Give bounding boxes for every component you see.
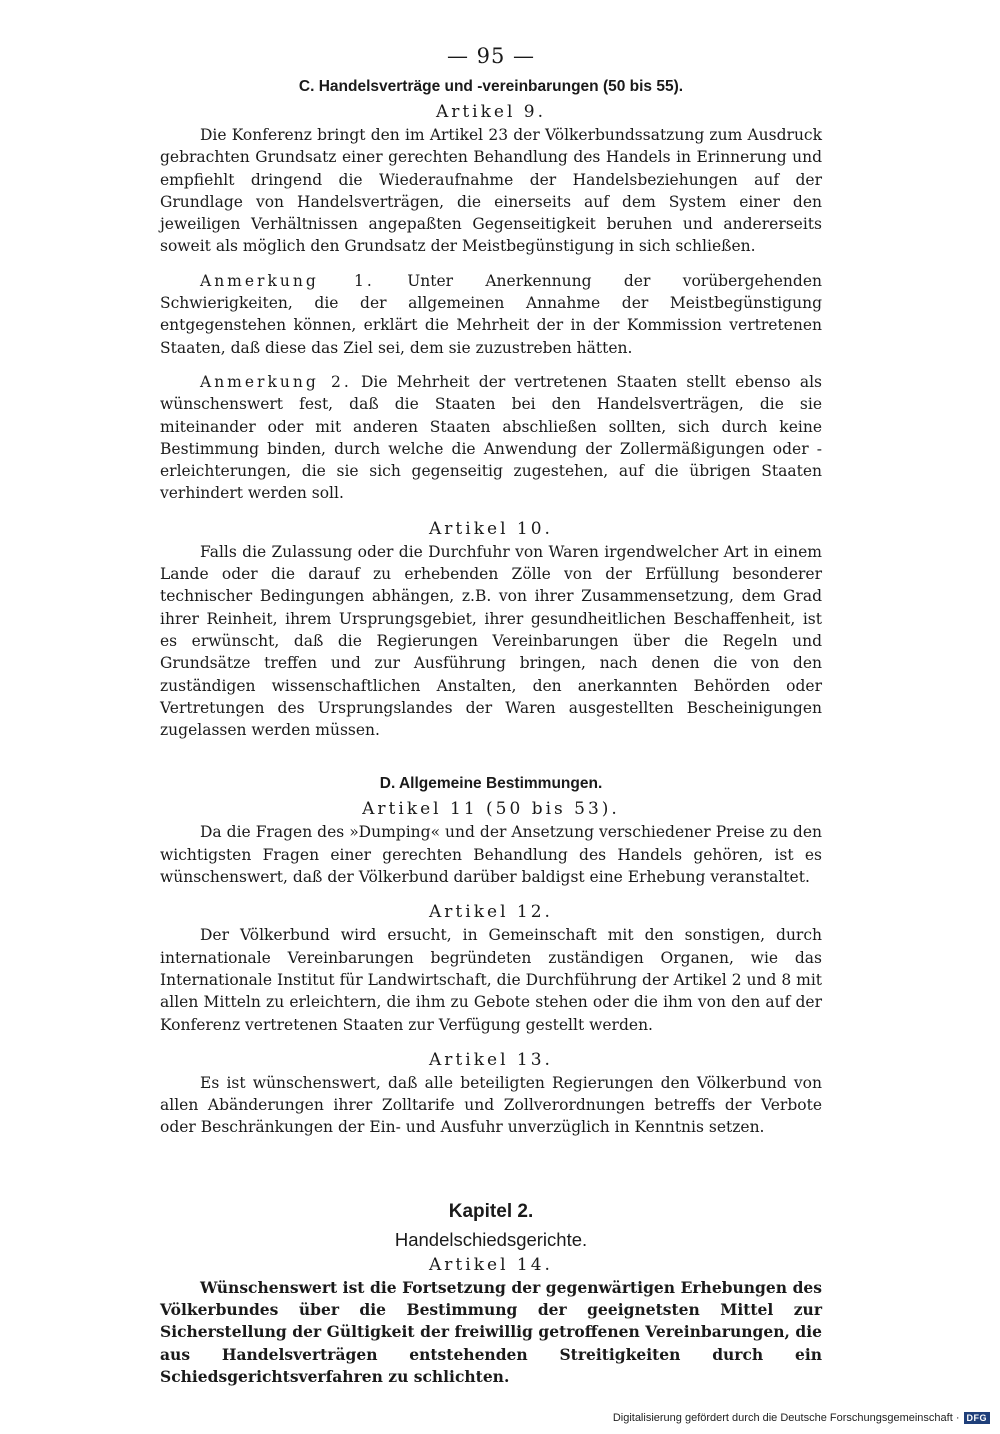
dfg-logo: DFG xyxy=(964,1412,991,1424)
article-9-title: Artikel 9. xyxy=(435,102,547,122)
article-9-note-1 xyxy=(160,270,822,359)
chapter-title: Kapitel 2. xyxy=(448,1200,534,1222)
note-1-text: Unter Anerkennung der vorübergehenden Schwierigkeiten, die der allgemeinen Annahme der Meistbegünstigung entgegenstehen können, erklärt die Mehrheit der in der Kommission vertretenen Staaten, daß diese das Ziel sei, dem sie zuzustreben hätten. xyxy=(160,271,822,357)
article-14-text: Wünschenswert ist die Fortsetzung der gegenwärtigen Erhebungen des Völkerbundes über die Bestimmung der geeignetsten Mittel zur Sicherstellung der Gültigkeit der freiwillig getroffenen Vereinbarungen, die aus Handelsverträgen entstehenden Streitigkeiten durch ein Schiedsgerichtsverfahren zu schlichten. xyxy=(160,1277,822,1386)
article-11-title: Artikel 11 (50 bis 53). xyxy=(362,799,620,820)
article-12-text: Der Völkerbund wird ersucht, in Gemeinschaft mit den sonstigen, durch internationale Vereinbarungen begründeten zuständigen Organen, wie das Internationale Institut für Landwirtschaft, die Durchführung der Artikel 2 und 8 mit allen Mitteln zu erleichtern, die ihm zu Gebote stehen oder die ihm von den auf der Konferenz vertretenen Staaten zur Verfügung gestellt werden. xyxy=(160,926,822,1034)
chapter-subtitle: Handelschiedsgerichte. xyxy=(394,1228,588,1250)
note-2-text: Die Mehrheit der vertretenen Staaten stellt ebenso als wünschenswert fest, daß die Staaten bei den Handelsverträgen, die sie miteinander oder mit anderen Staaten abschließen sollten, sich durch keine Bestimmung binden, durch welche die Anwendung der Zollermäßigungen oder -erleichterungen, die sie sich gegenseitig zugestehen, auf die übrigen Staaten verhindert werden soll. xyxy=(160,372,823,503)
section-c-heading: C. Handelsverträge und -vereinbarungen (50 bis 55). xyxy=(298,78,684,95)
document-page xyxy=(160,44,822,1388)
article-14-title: Artikel 14. xyxy=(429,1254,553,1275)
page-number: — 95 — xyxy=(446,44,536,68)
note-1-label: Anmerkung 1. xyxy=(200,271,375,290)
article-9-note-2 xyxy=(160,371,822,505)
digitization-footer xyxy=(613,1412,990,1424)
section-d-heading: D. Allgemeine Bestimmungen. xyxy=(379,775,603,793)
note-2-label: Anmerkung 2. xyxy=(200,372,352,391)
article-10-text: Falls die Zulassung oder die Durchfuhr von Waren irgendwelcher Art in einem Lande oder die darauf zu erhebenden Zölle von der Erfüllung besonderer technischer Bedingungen abhängen, z.B. von ihrer Zusammensetzung, dem Grad ihrer Reinheit, ihrem Ursprungsgebiet, ihrer gesundheitlichen Beschaffenheit, ist es erwünscht, daß die Regierungen Vereinbarungen über die Regeln und Grundsätze treffen und zur Ausführung bringen, nach denen die von den zuständigen wissenschaftlichen Anstalten, den anerkannten Behörden oder Vertretungen des Ursprungslandes der Waren ausgestellten Bescheinigungen zugelassen werden müssen. xyxy=(160,542,822,740)
article-13-text: Es ist wünschenswert, daß alle beteiligten Regierungen den Völkerbund von allen Abänderungen ihrer Zolltarife und Zollverordnungen betreffs der Verbote oder Beschränkungen der Ein- und Ausfuhr unverzüglich in Kenntnis setzen. xyxy=(160,1073,822,1137)
article-13-title: Artikel 13. xyxy=(429,1049,553,1070)
article-9-text: Die Konferenz bringt den im Artikel 23 der Völkerbundssatzung zum Ausdruck gebrachten Grundsatz einer gerechten Behandlung des Handels in Erinnerung und empfiehlt dringend die Wiederaufnahme der Handelsbeziehungen auf der Grundlage von Handelsverträgen, die einerseits auf dem System einer den jeweiligen Verhältnissen angepaßten Gegenseitigkeit beruhen und andererseits soweit als möglich den Grundsatz der Meistbegünstigung in sich schließen. xyxy=(160,126,822,256)
article-11-text: Da die Fragen des »Dumping« und der Ansetzung verschiedener Preise zu den wichtigsten Fragen einer gerechten Behandlung des Handels gehören, ist es wünschenswert, daß der Völkerbund darüber baldigst eine Erhebung veranstaltet. xyxy=(160,823,822,887)
footer-text: Digitalisierung gefördert durch die Deutsche Forschungsgemeinschaft · xyxy=(612,1412,960,1424)
article-10-title: Artikel 10. xyxy=(429,518,553,539)
article-12-title: Artikel 12. xyxy=(429,902,553,923)
